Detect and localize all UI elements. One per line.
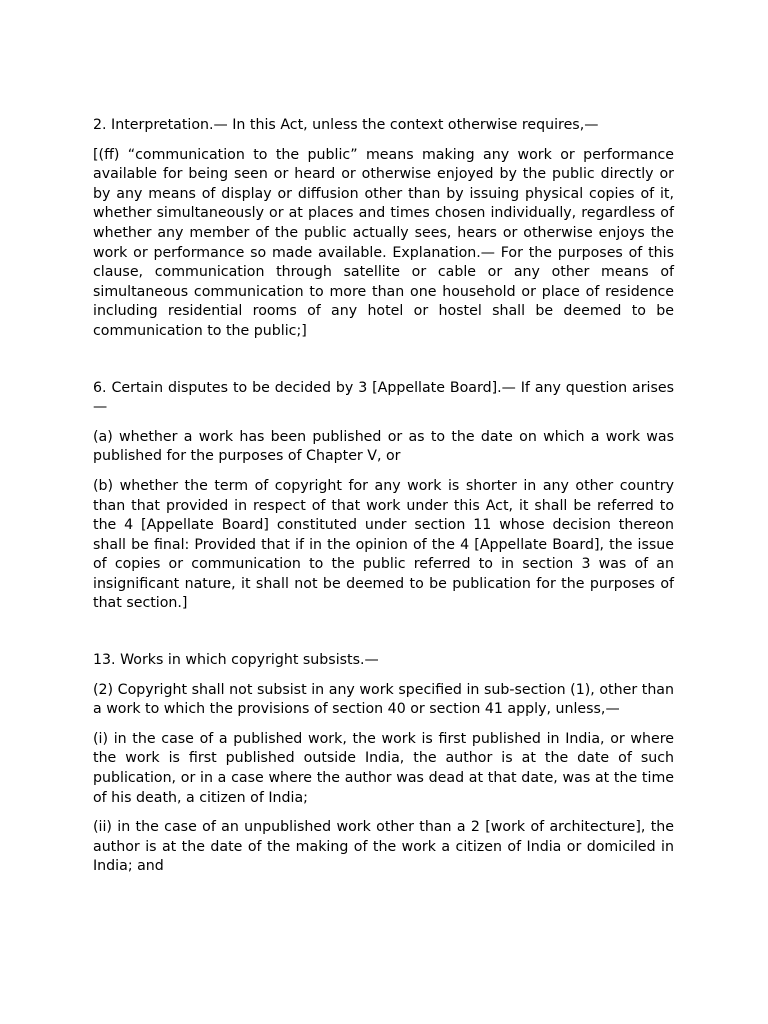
section-heading: 13. Works in which copyright subsists.—	[93, 652, 379, 669]
section-heading: 2. Interpretation.— In this Act, unless the context otherwise requires,—	[93, 117, 599, 133]
clause-paragraph: [(ff) “communication to the public” means making any work or performance available for being seen or heard or otherwise enjoyed by the public directly or by any means of display or diffusion other than by issuing physical copies of it, whether simultaneously or at places and times chosen individually, regardless of whether any member of the public actually sees, hears or otherwise enjoys the work or performance so made available. Explanation.— For the purposes of this clause, communication through satellite or cable or any other means of simultaneous communication to more than one household or place of residence including residential rooms of any hotel or hostel shall be deemed to be communication to the public;]	[93, 146, 674, 339]
section-heading: 6. Certain disputes to be decided by 3 [Appellate Board].— If any question arises—	[93, 379, 674, 416]
section-certain-disputes	[93, 379, 674, 615]
clause-paragraph: (b) whether the term of copyright for any work is shorter in any other country than that provided in respect of that work under this Act, it shall be referred to the 4 [Appellate Board] constituted under section 11 whose decision thereon shall be final: Provided that if in the opinion of the 4 [Appellate Board], the issue of copies or communication to the public referred to in section 3 was of an insignificant nature, it shall not be deemed to be publication for the purposes of that section.]	[93, 477, 674, 612]
clause-paragraph: (2) Copyright shall not subsist in any work specified in sub-section (1), other than a work to which the provisions of section 40 or section 41 apply, unless,—	[93, 681, 674, 718]
clause-paragraph: (a) whether a work has been published or as to the date on which a work was published for the purposes of Chapter V, or	[93, 428, 674, 465]
document-body	[93, 116, 674, 887]
clause-paragraph: (ii) in the case of an unpublished work other than a 2 [work of architecture], the author is at the date of the making of the work a citizen of India or domiciled in India; and	[93, 819, 674, 875]
section-works-copyright	[93, 651, 674, 877]
section-interpretation	[93, 116, 674, 342]
clause-paragraph: (i) in the case of a published work, the work is first published in India, or where the work is first published outside India, the author is at the date of such publication, or in a case where the author was dead at that date, was at the time of his death, a citizen of India;	[93, 730, 674, 806]
